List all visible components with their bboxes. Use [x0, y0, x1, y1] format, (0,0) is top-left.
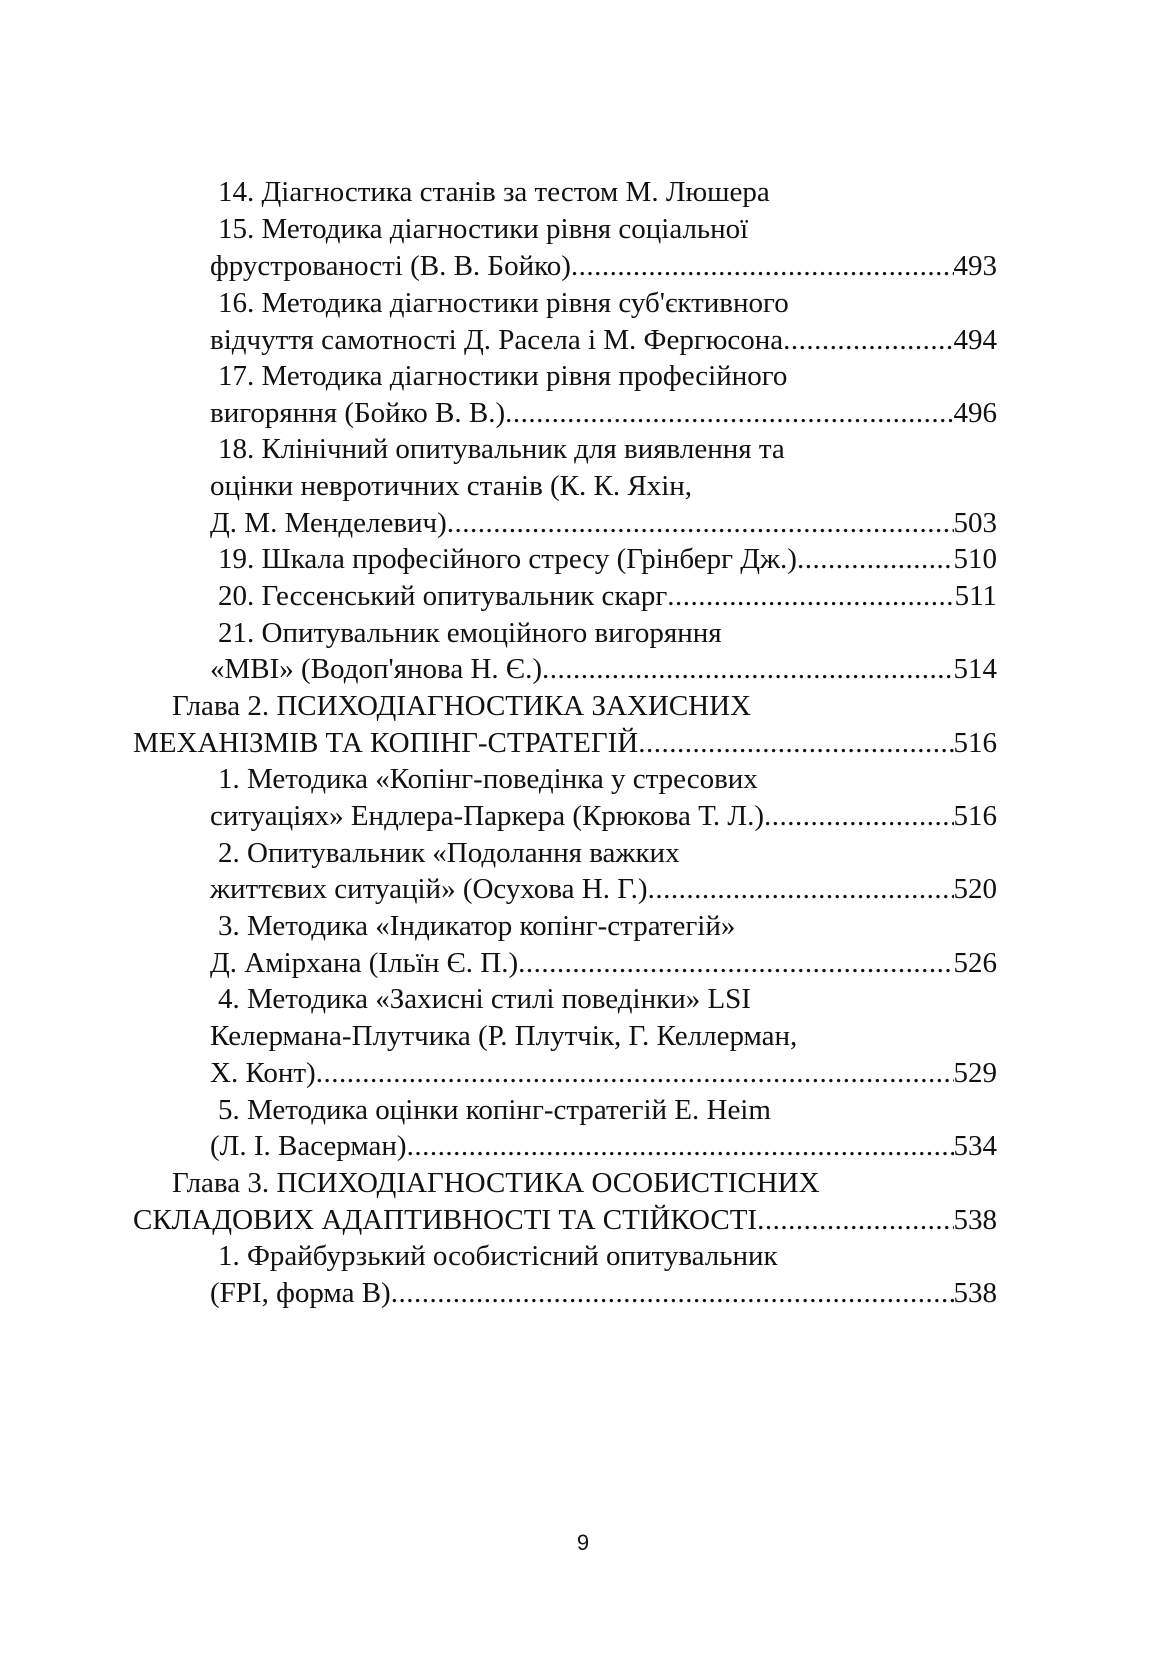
- toc-page-number: 510: [953, 543, 997, 575]
- toc-entry-2-5-line-1: 5. Методика оцінки копінг-стратегій Е. Heim: [218, 1094, 771, 1126]
- toc-entry-2-2-line-1: 2. Опитувальник «Подолання важких: [218, 837, 680, 869]
- toc-page-number: 526: [953, 947, 997, 979]
- toc-entry-15-line-2: [210, 246, 997, 286]
- toc-page-number: 514: [953, 653, 997, 685]
- chapter-3-heading-line-2: [133, 1200, 997, 1240]
- toc-page-number: 494: [953, 324, 997, 356]
- toc-page-number: 520: [953, 873, 997, 905]
- toc-entry-18-line-1: 18. Клінічний опитувальник для виявлення та: [218, 433, 785, 465]
- chapter-2-heading-line-2: [133, 723, 997, 763]
- dot-leader: [391, 1273, 954, 1313]
- toc-entry-3-1-line-2: [210, 1273, 997, 1313]
- dot-leader: [518, 943, 953, 983]
- toc-entry-19: [218, 539, 997, 579]
- toc-entry-2-3-line-2: [210, 943, 997, 983]
- toc-entry-text: (FPI, форма B): [210, 1277, 391, 1309]
- toc-page-number: 538: [953, 1277, 997, 1309]
- toc-page-number: 529: [953, 1057, 997, 1089]
- toc-entry-text: відчуття самотності Д. Расела і М. Фергюсона: [210, 324, 784, 356]
- toc-entry-21-line-2: [210, 649, 997, 689]
- toc-page-number: 516: [953, 727, 997, 759]
- toc-entry-17-line-1: 17. Методика діагностики рівня професійного: [218, 360, 788, 392]
- toc-page-number: 534: [953, 1130, 997, 1162]
- toc-entry-text: МЕХАНІЗМІВ ТА КОПІНГ-СТРАТЕГІЙ: [133, 727, 639, 759]
- toc-entry-15-line-1: 15. Методика діагностики рівня соціальної: [218, 213, 749, 245]
- toc-entry-16-line-1: 16. Методика діагностики рівня суб'єктивного: [218, 287, 789, 319]
- dot-leader: [542, 649, 954, 689]
- toc-entry-text: Х. Конт): [210, 1057, 316, 1089]
- page-number: 9: [576, 1530, 590, 1555]
- toc-entry-text: Д. М. Менделевич): [210, 507, 447, 539]
- toc-entry-text: (Л. І. Васерман): [210, 1130, 407, 1162]
- toc-entry-text: фрустрованості (В. В. Бойко): [210, 250, 571, 282]
- toc-entry-2-4-line-1: 4. Методика «Захисні стилі поведінки» LSI: [218, 983, 751, 1015]
- dot-leader: [757, 1200, 953, 1240]
- dot-leader: [447, 503, 954, 543]
- dot-leader: [505, 393, 953, 433]
- toc-entry-14: 14. Діагностика станів за тестом М. Люшера: [218, 176, 770, 208]
- toc-entry-text: 20. Гессенський опитувальник скарг: [218, 580, 668, 612]
- toc-page-number: 516: [953, 800, 997, 832]
- toc-entry-2-4-line-3: [210, 1053, 997, 1093]
- toc-page-number: 496: [953, 397, 997, 429]
- dot-leader: [571, 246, 954, 286]
- dot-leader: [783, 320, 953, 360]
- dot-leader: [407, 1126, 954, 1166]
- toc-entry-20: [218, 576, 997, 616]
- toc-entry-text: вигоряння (Бойко В. В.): [210, 397, 506, 429]
- toc-page-number: 538: [953, 1204, 997, 1236]
- chapter-3-heading-line-1: Глава 3. ПСИХОДІАГНОСТИКА ОСОБИСТІСНИХ: [172, 1167, 820, 1199]
- toc-entry-2-3-line-1: 3. Методика «Індикатор копінг-стратегій»: [218, 910, 736, 942]
- toc-entry-text: «MBI» (Водоп'янова Н. Є.): [210, 653, 542, 685]
- toc-page-number: 503: [953, 507, 997, 539]
- toc-entry-18-line-3: [210, 503, 997, 543]
- dot-leader: [764, 796, 954, 836]
- toc-entry-17-line-2: [210, 393, 997, 433]
- dot-leader: [316, 1053, 954, 1093]
- toc-entry-2-4-line-2: Келермана-Плутчика (Р. Плутчік, Г. Келлерман,: [210, 1020, 798, 1052]
- toc-entry-2-1-line-1: 1. Методика «Копінг-поведінка у стресових: [218, 763, 758, 795]
- chapter-2-heading-line-1: Глава 2. ПСИХОДІАГНОСТИКА ЗАХИСНИХ: [172, 690, 752, 722]
- toc-page-number: 493: [953, 250, 997, 282]
- toc-entry-text: життєвих ситуацій» (Осухова Н. Г.): [210, 873, 648, 905]
- toc-entry-3-1-line-1: 1. Фрайбурзький особистісний опитувальник: [218, 1240, 778, 1272]
- toc-entry-text: Д. Амірхана (Ільїн Є. П.): [210, 947, 519, 979]
- dot-leader: [648, 869, 954, 909]
- dot-leader: [638, 723, 953, 763]
- toc-entry-2-1-line-2: [210, 796, 997, 836]
- toc-entry-18-line-2: оцінки невротичних станів (К. К. Яхін,: [210, 470, 693, 502]
- toc-entry-16-line-2: [210, 320, 997, 360]
- toc-entry-text: СКЛАДОВИХ АДАПТИВНОСТІ ТА СТІЙКОСТІ: [133, 1204, 758, 1236]
- toc-entry-2-5-line-2: [210, 1126, 997, 1166]
- toc-entry-text: ситуаціях» Ендлера-Паркера (Крюкова Т. Л.): [210, 800, 764, 832]
- dot-leader: [797, 539, 954, 579]
- toc-entry-21-line-1: 21. Опитувальник емоційного вигоряння: [218, 617, 722, 649]
- toc-entry-2-2-line-2: [210, 869, 997, 909]
- toc-page-number: 511: [954, 580, 997, 612]
- dot-leader: [667, 576, 954, 616]
- toc-entry-text: 19. Шкала професійного стресу (Грінберг Дж.): [218, 543, 797, 575]
